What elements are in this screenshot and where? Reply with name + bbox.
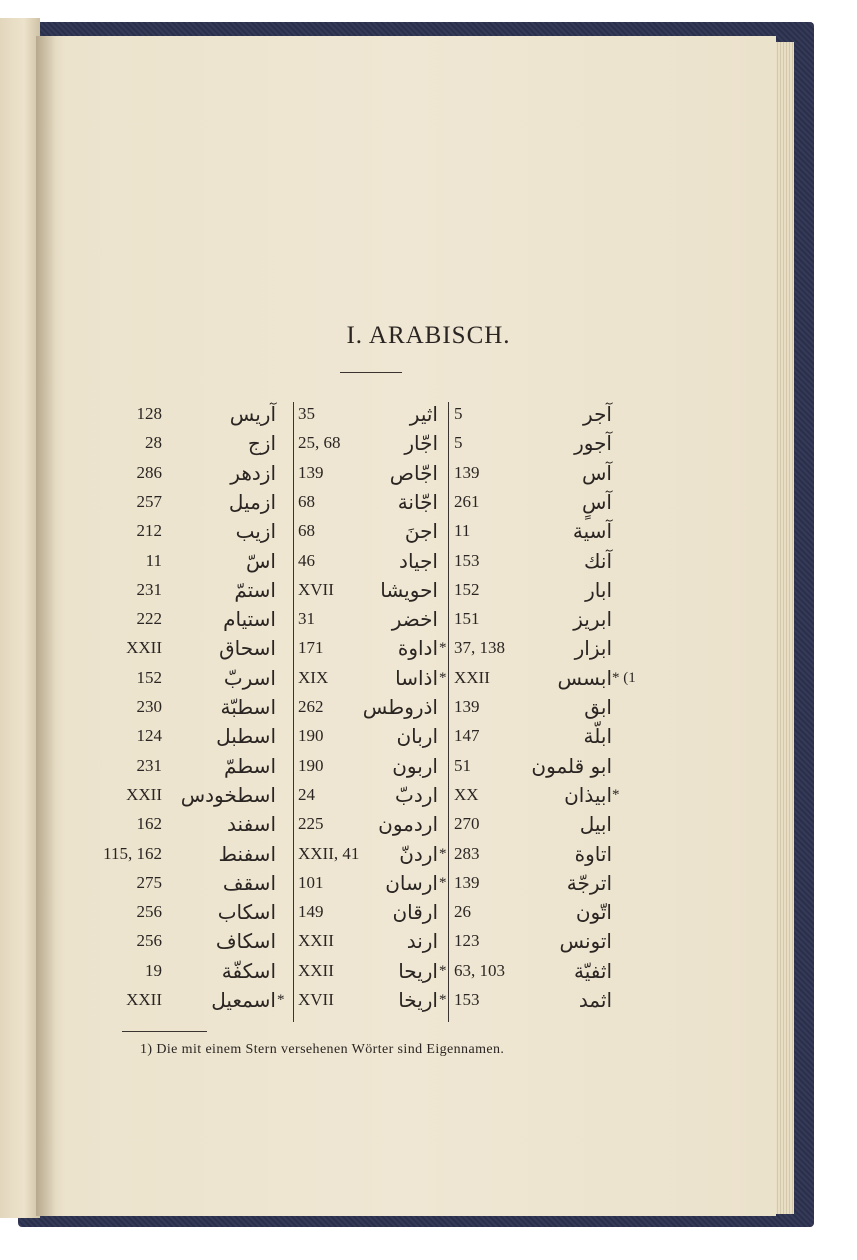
page-reference: XXII <box>454 667 490 687</box>
page-reference: 5 <box>454 433 463 453</box>
page-reference: 101 <box>298 872 324 892</box>
arabic-word: اريحا <box>398 958 438 983</box>
page-reference: 139 <box>454 462 480 482</box>
page-reference: 261 <box>454 491 480 511</box>
spine-shadow <box>36 36 56 1216</box>
arabic-word: اجّار <box>404 431 438 456</box>
arabic-word: ابيذان <box>564 782 612 807</box>
page-reference: 190 <box>298 755 324 775</box>
arabic-word: اجياد <box>399 548 438 573</box>
arabic-word: ابلّة <box>583 724 612 749</box>
page-reference: 230 <box>136 697 162 716</box>
page-reference: XXII <box>298 931 334 951</box>
page-reference: 152 <box>454 579 480 599</box>
title-rule <box>340 372 402 373</box>
arabic-word: اذاسا <box>395 665 438 690</box>
arabic-word: اسحاق <box>219 636 276 661</box>
page-reference: XVII <box>298 990 334 1009</box>
page-reference: 147 <box>454 726 480 746</box>
page-reference: 231 <box>136 755 162 775</box>
arabic-word: آس <box>582 460 612 485</box>
page-reference: 212 <box>136 521 162 541</box>
page-reference: 139 <box>454 872 480 892</box>
left-page-edge <box>0 18 40 1218</box>
page-reference: 123 <box>454 931 480 951</box>
arabic-word: اسطبل <box>216 724 276 749</box>
arabic-word: ابار <box>585 577 612 602</box>
page-reference: 63, 103 <box>454 960 505 980</box>
page-reference: 139 <box>298 462 324 482</box>
page-reference: 46 <box>298 550 315 570</box>
arabic-word: آنك <box>584 548 612 573</box>
arabic-word: اذروطس <box>362 695 438 719</box>
arabic-word: اجنَ <box>404 519 438 544</box>
arabic-word: اسطبّة <box>220 695 276 719</box>
page-reference: XXII <box>126 990 162 1009</box>
arabic-word: ارند <box>406 929 438 954</box>
page-reference: 256 <box>136 931 162 951</box>
star-marker: * <box>439 640 447 657</box>
arabic-word: ابريز <box>573 607 612 632</box>
arabic-word: اسفنط <box>218 841 276 866</box>
footnote-rule <box>122 1031 207 1032</box>
arabic-word: اداوة <box>397 636 438 661</box>
arabic-word: اجّاص <box>389 460 438 485</box>
arabic-word: ارسان <box>385 870 438 895</box>
page-reference: 283 <box>454 843 480 863</box>
page-reference: 19 <box>145 960 162 980</box>
page-reference: 225 <box>298 814 324 834</box>
arabic-word: اترجّة <box>566 870 612 895</box>
page-reference: 171 <box>298 638 324 658</box>
section-title: I. ARABISCH. <box>346 322 511 349</box>
page-reference: 51 <box>454 755 471 775</box>
arabic-word: اجّانة <box>397 489 438 514</box>
star-marker: * <box>439 992 447 1008</box>
arabic-word: اسقف <box>222 870 276 895</box>
page-reference: 222 <box>136 609 162 629</box>
star-marker: * <box>612 786 620 803</box>
arabic-word: اثير <box>409 402 438 426</box>
page-reference: 28 <box>145 433 162 453</box>
column-divider-left <box>293 402 294 1022</box>
arabic-word: ابسس <box>557 665 612 690</box>
arabic-word: ابق <box>584 695 612 719</box>
arabic-word: اسربّ <box>223 665 276 690</box>
star-marker: * <box>439 874 447 891</box>
arabic-word: اريخا <box>398 988 438 1012</box>
page-reference: 5 <box>454 404 463 423</box>
arabic-word: آجور <box>574 431 612 456</box>
arabic-word: اخضر <box>391 607 438 632</box>
arabic-word: احويشا <box>380 577 438 602</box>
page-reference: 31 <box>298 609 315 629</box>
page-reference: 262 <box>298 697 324 716</box>
star-marker: * <box>439 669 447 686</box>
page-reference: 37, 138 <box>454 638 505 658</box>
page-reference: 115, 162 <box>103 843 162 863</box>
arabic-word: ازج <box>247 431 276 456</box>
page-reference: 153 <box>454 550 480 570</box>
page-reference: 231 <box>136 579 162 599</box>
page-reference: 11 <box>145 550 162 570</box>
page-reference: 128 <box>136 404 162 423</box>
arabic-word: ازيب <box>235 519 276 544</box>
arabic-word: اربون <box>392 753 438 778</box>
arabic-word: استيام <box>223 607 276 632</box>
page-reference: 68 <box>298 521 315 541</box>
page-reference: XX <box>454 784 479 804</box>
page-reference: 139 <box>454 697 480 716</box>
arabic-word: آسية <box>572 519 612 544</box>
page-reference: 149 <box>298 902 324 922</box>
arabic-word: اسكاب <box>217 900 276 925</box>
arabic-word: اسفند <box>227 812 276 837</box>
arabic-word: ازدهر <box>230 460 276 485</box>
page-reference: 25, 68 <box>298 433 341 453</box>
star-marker: * (1 <box>612 669 636 686</box>
arabic-word: اردمون <box>378 812 438 837</box>
arabic-word: اربان <box>396 724 438 749</box>
page-reference: XXII <box>126 784 162 804</box>
arabic-word: ازميل <box>228 489 276 514</box>
arabic-word: استمّ <box>234 577 276 602</box>
page-reference: 124 <box>136 726 162 746</box>
arabic-word: آسٍ <box>582 489 612 514</box>
column-divider-right <box>448 402 449 1022</box>
arabic-word: اثفيّة <box>574 958 612 983</box>
page-reference: 68 <box>298 491 315 511</box>
arabic-word: اردنّ <box>399 841 438 866</box>
page-reference: 35 <box>298 404 315 423</box>
star-marker: * <box>439 962 447 979</box>
page-reference: XXII <box>298 960 334 980</box>
arabic-word: اسطخودس <box>180 782 276 807</box>
arabic-word: اردبّ <box>395 782 438 807</box>
page-reference: XXII <box>126 638 162 658</box>
arabic-word: اسّ <box>246 548 276 573</box>
page-reference: 286 <box>136 462 162 482</box>
arabic-word: اتّون <box>575 900 612 925</box>
page-reference: 11 <box>454 521 471 541</box>
arabic-word: ارقان <box>392 900 438 925</box>
arabic-word: اتاوة <box>574 841 612 866</box>
page-reference: XVII <box>298 579 334 599</box>
arabic-word: آريس <box>229 402 276 426</box>
footnote: 1) Die mit einem Stern versehenen Wörter sind Eigennamen. <box>140 1042 505 1057</box>
page-reference: XIX <box>298 667 329 687</box>
arabic-word: ابزار <box>574 636 612 661</box>
arabic-word: اسكفّة <box>221 958 276 983</box>
page-reference: XXII, 41 <box>298 843 360 863</box>
page-reference: 270 <box>454 814 480 834</box>
arabic-word: ابو قلمون <box>531 753 612 778</box>
arabic-word: آجر <box>583 402 612 426</box>
page-reference: 153 <box>454 990 480 1009</box>
arabic-word: اثمد <box>578 988 612 1012</box>
page-reference: 151 <box>454 609 480 629</box>
page-reference: 257 <box>136 491 162 511</box>
page-reference: 275 <box>136 872 162 892</box>
page-reference: 162 <box>136 814 162 834</box>
page-reference: 24 <box>298 784 315 804</box>
arabic-word: اسكاف <box>215 929 276 954</box>
star-marker: * <box>439 845 447 862</box>
star-marker: * <box>277 992 285 1008</box>
arabic-word: اسطمّ <box>223 753 276 778</box>
page-reference: 190 <box>298 726 324 746</box>
page-reference: 256 <box>136 902 162 922</box>
arabic-word: اسمعيل <box>211 988 276 1012</box>
arabic-word: اتونس <box>559 929 612 954</box>
arabic-word: ابيل <box>579 812 612 837</box>
page-reference: 26 <box>454 902 471 922</box>
page-reference: 152 <box>136 667 162 687</box>
